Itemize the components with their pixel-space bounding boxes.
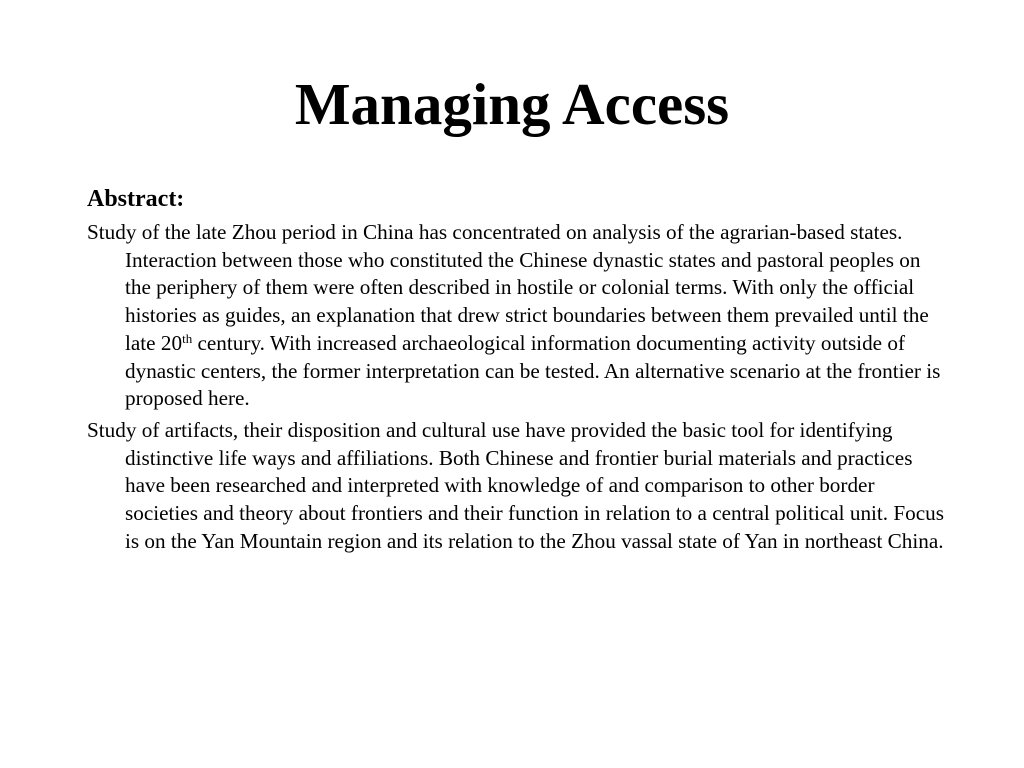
slide-body [87,183,947,559]
slide-title: Managing Access [294,71,730,137]
paragraph-1-text-a: Study of the late Zhou period in China has concentrated on analysis of the agrarian-based states. Interaction between those who constituted the Chinese dynastic states and pastoral peoples on the periphery of them were often described in hostile or colonial terms. With only the official histories as guides, an explanation that drew strict boundaries between them prevailed until the late 20 [87,220,929,355]
paragraph-1-text-b: century. With increased archaeological information documenting activity outside of dynastic centers, the former interpretation can be tested. An alternative scenario at the frontier is proposed here. [125,330,941,411]
abstract-paragraph-1 [87,219,947,413]
abstract-heading: Abstract: [87,186,185,212]
ordinal-superscript: th [182,330,193,346]
abstract-paragraph-2: Study of artifacts, their disposition and cultural use have provided the basic tool for identifying distinctive life ways and affiliations. Both Chinese and frontier burial materials and practices have been researched and interpreted with knowledge of and comparison to other border societies and theory about frontiers and their function in relation to a central political unit. Focus is on the Yan Mountain region and its relation to the Zhou vassal state of Yan in northeast China. [87,417,945,553]
